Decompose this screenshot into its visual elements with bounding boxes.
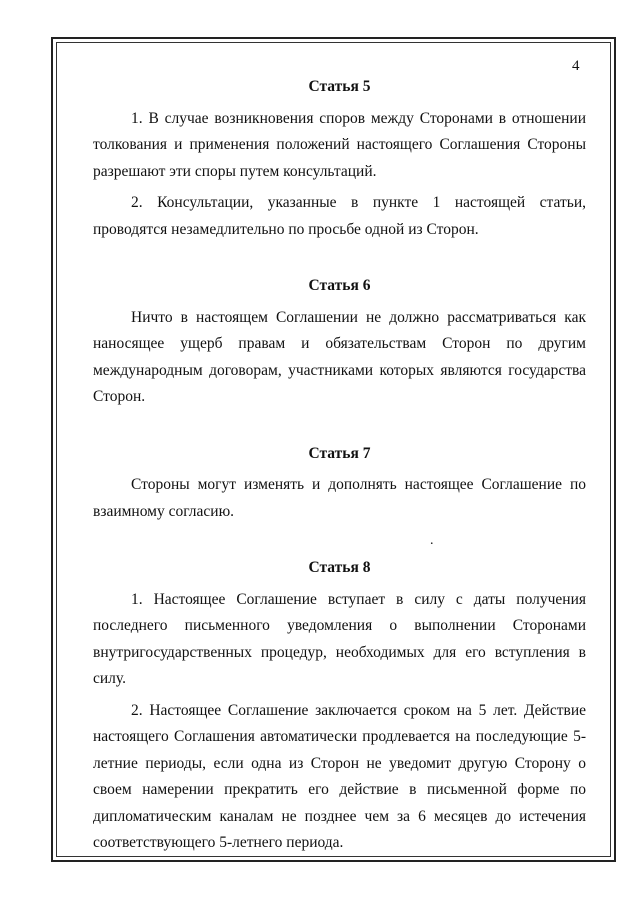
article-5 bbox=[93, 74, 586, 243]
article-paragraph: 2. Консультации, указанные в пункте 1 настоящей статьи, проводятся незамедлительно по просьбе одной из Сторон. bbox=[93, 194, 586, 238]
article-8 bbox=[93, 555, 586, 857]
article-heading: Статья 7 bbox=[308, 444, 371, 462]
scan-artifact-dot: . bbox=[430, 533, 434, 548]
article-heading: Статья 5 bbox=[308, 78, 371, 95]
article-paragraph: 1. В случае возникновения споров между Сторонами в отношении толкования и применения положений настоящего Соглашения Стороны разрешают эти споры путем консультаций. bbox=[93, 109, 586, 180]
article-paragraph: Ничто в настоящем Соглашении не должно рассматриваться как наносящее ущерб правам и обязательствам Сторон по другим международным договорам, участниками которых являются государства Сторон. bbox=[93, 308, 586, 405]
article-6 bbox=[93, 273, 586, 411]
document-body bbox=[93, 74, 586, 857]
article-paragraph: 2. Настоящее Соглашение заключается сроком на 5 лет. Действие настоящего Соглашения автоматически продлевается на последующие 5-летние периоды, если одна из Сторон не уведомит другую Сторону о своем намерении прекратить его действие в письменной форме по дипломатическим каналам не позднее чем за 6 месяцев до истечения соответствующего 5-летнего периода. bbox=[93, 701, 586, 851]
article-heading: Статья 8 bbox=[308, 559, 371, 576]
article-paragraph: 1. Настоящее Соглашение вступает в силу с даты получения последнего письменного уведомления о выполнении Сторонами внутригосударственных процедур, необходимых для его вступления в силу. bbox=[93, 590, 586, 687]
article-7 bbox=[93, 441, 586, 526]
article-paragraph: Стороны могут изменять и дополнять настоящее Соглашение по взаимному согласию. bbox=[93, 476, 586, 520]
page-number: 4 bbox=[572, 58, 580, 74]
article-heading: Статья 6 bbox=[308, 277, 371, 294]
